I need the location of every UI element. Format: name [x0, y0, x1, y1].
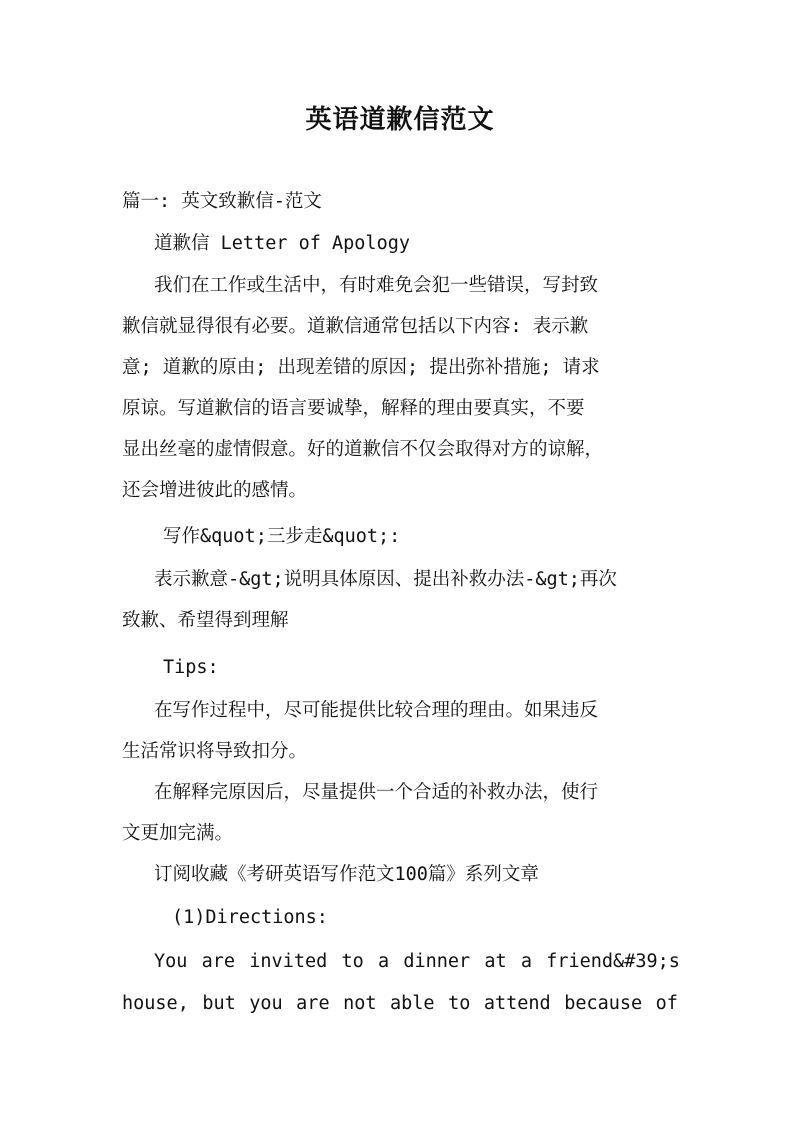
tips-heading: Tips:	[163, 657, 219, 678]
word: house,	[122, 993, 189, 1014]
intro-line-6: 还会增进彼此的感情。	[122, 480, 308, 501]
tip1-line-2: 生活常识将导致扣分。	[122, 741, 308, 762]
word: you	[249, 993, 283, 1014]
word: because	[564, 993, 643, 1014]
word: are	[201, 951, 236, 972]
intro-line-1: 我们在工作或生活中，有时难免会犯一些错误，写封致	[154, 275, 599, 296]
word: able	[390, 993, 435, 1014]
steps-line-1: 表示歉意-&gt;说明具体原因、提出补救办法-&gt;再次	[154, 569, 617, 590]
series-line: 订阅收藏《考研英语写作范文100篇》系列文章	[154, 864, 539, 885]
word: a	[377, 951, 390, 972]
word: You	[154, 951, 188, 972]
word: not	[343, 993, 377, 1014]
word: invited	[249, 951, 328, 972]
tip2-line-2: 文更加完满。	[122, 823, 234, 844]
document-title: 英语道歉信范文	[305, 105, 495, 135]
letter-heading: 道歉信 Letter of Apology	[154, 233, 410, 254]
section-heading: 篇一: 英文致歉信-范文	[122, 191, 322, 212]
word: to	[341, 951, 364, 972]
tip2-line-1: 在解释完原因后，尽量提供一个合适的补救办法，使行	[154, 782, 599, 803]
directions-line-1	[154, 948, 680, 976]
intro-line-3: 意; 道歉的原由; 出现差错的原因; 提出弥补措施; 请求	[122, 357, 600, 378]
directions-label: (1)Directions:	[172, 907, 328, 928]
intro-line-4: 原谅。写道歉信的语言要诚挚，解释的理由要真实，不要	[122, 398, 585, 419]
word: to	[448, 993, 471, 1014]
steps-line-2: 致歉、希望得到理解	[122, 610, 289, 631]
word: attend	[483, 993, 551, 1014]
word: but	[202, 993, 236, 1014]
directions-line-2	[122, 990, 678, 1018]
word: are	[296, 993, 330, 1014]
word: of	[655, 993, 678, 1014]
word: friend&#39;s	[546, 951, 680, 972]
word: at	[484, 951, 507, 972]
tip1-line-1: 在写作过程中，尽可能提供比较合理的理由。如果违反	[154, 700, 599, 721]
word: a	[520, 951, 533, 972]
steps-heading: 写作&quot;三步走&quot;:	[163, 526, 401, 547]
intro-line-5: 显出丝毫的虚情假意。好的道歉信不仅会取得对方的谅解，	[122, 439, 604, 460]
intro-line-2: 歉信就显得很有必要。道歉信通常包括以下内容: 表示歉	[122, 316, 589, 337]
word: dinner	[403, 951, 471, 972]
